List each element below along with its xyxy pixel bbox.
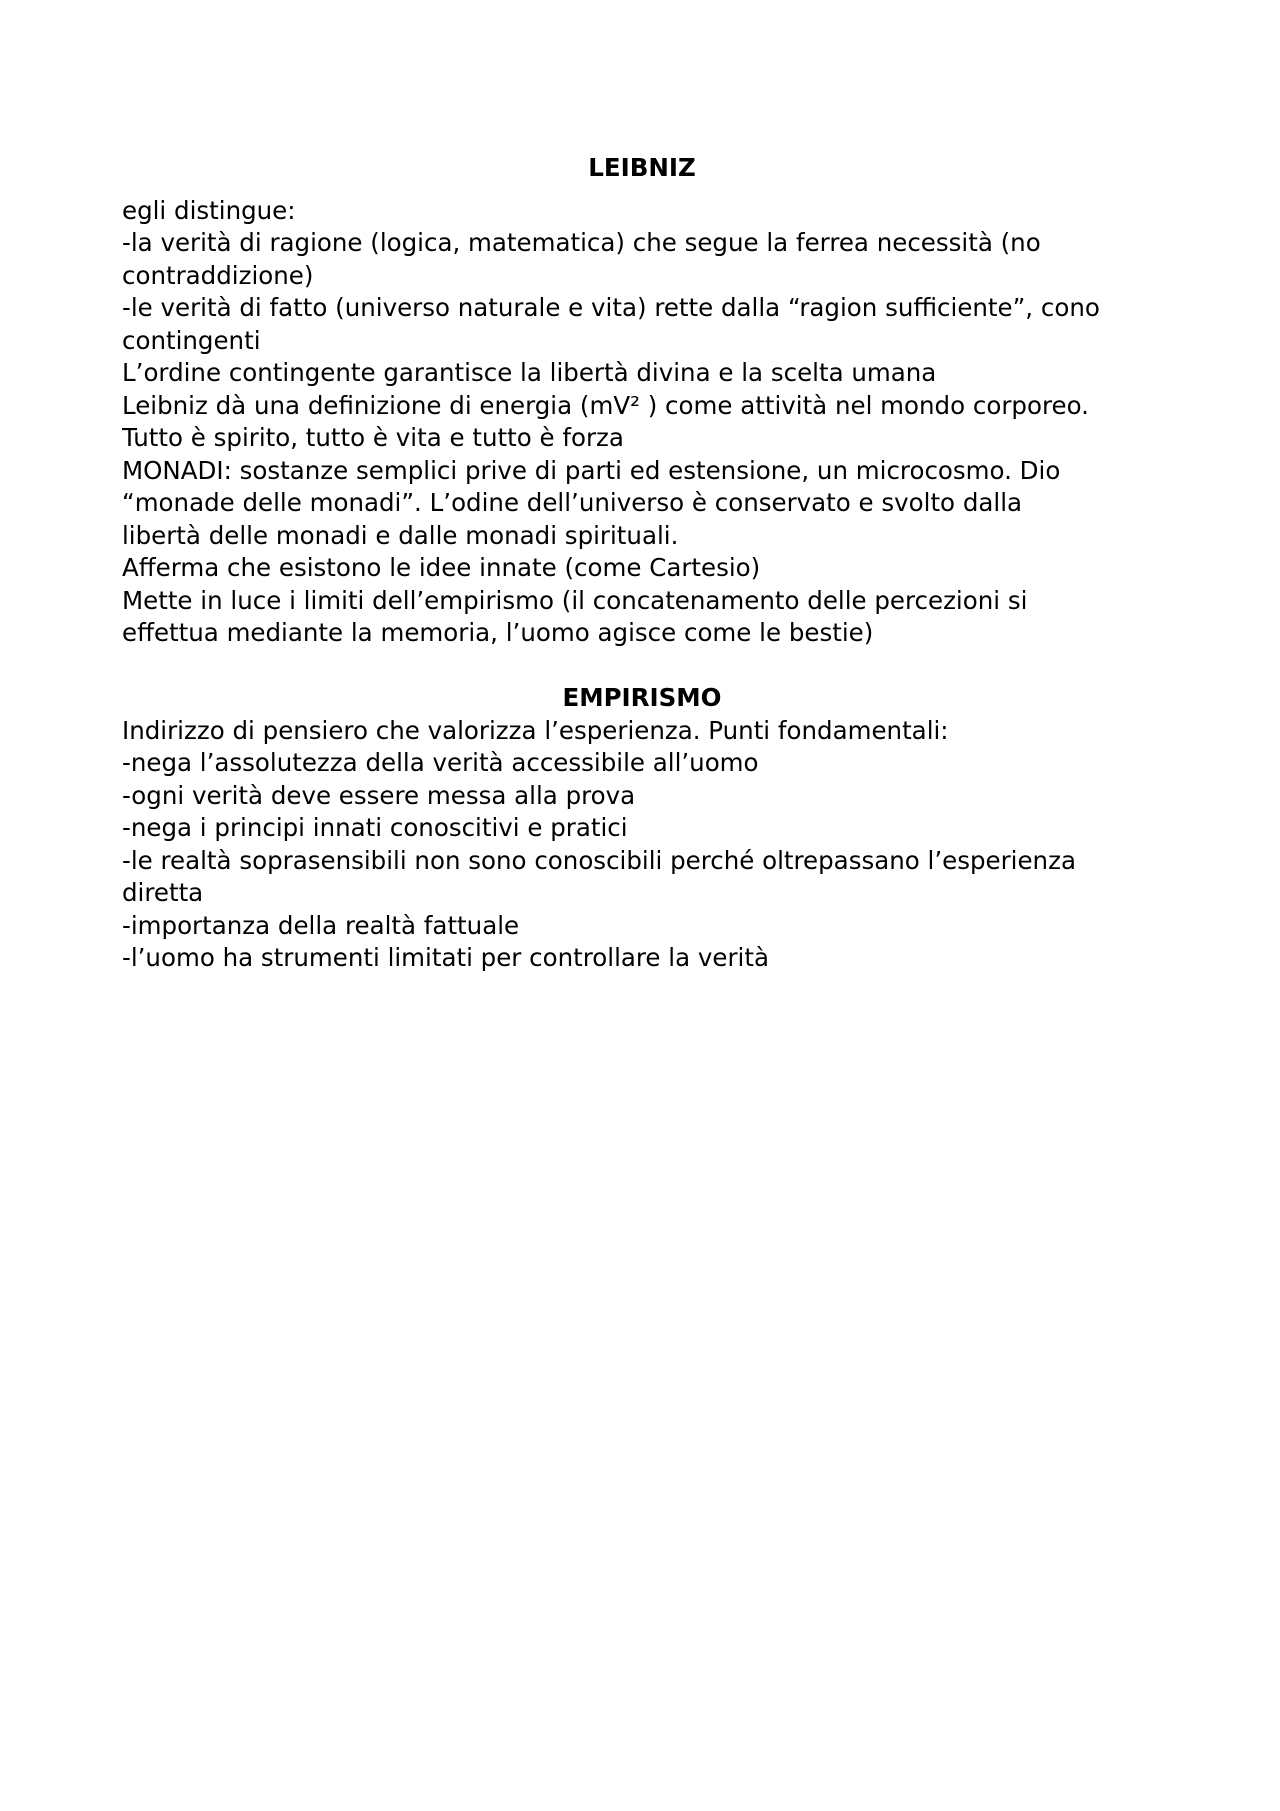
text-line: -importanza della realtà fattuale: [122, 910, 520, 940]
text-line: Tutto è spirito, tutto è vita e tutto è forza: [122, 423, 624, 452]
text-line: contingenti: [122, 325, 261, 355]
text-line: contraddizione): [122, 260, 314, 290]
section-leibniz: [122, 195, 1162, 650]
section-spacer: [122, 650, 1162, 683]
text-line: L’ordine contingente garantisce la libertà divina e la scelta umana: [122, 358, 937, 387]
text-line: -le realtà soprasensibili non sono conoscibili perché oltrepassano l’esperienza: [122, 845, 1076, 875]
text-line: effettua mediante la memoria, l’uomo agisce come le bestie): [122, 618, 874, 647]
text-line: -la verità di ragione (logica, matematica) che segue la ferrea necessità (no: [122, 228, 1041, 257]
text-line: -l’uomo ha strumenti limitati per controllare la verità: [122, 943, 769, 972]
section-title-leibniz: LEIBNIZ: [588, 153, 696, 182]
text-line: -le verità di fatto (universo naturale e vita) rette dalla “ragion sufficiente”, cono: [122, 293, 1100, 322]
section-title-empirismo: EMPIRISMO: [562, 683, 722, 712]
text-line: diretta: [122, 878, 204, 907]
text-line: -nega l’assolutezza della verità accessibile all’uomo: [122, 748, 759, 777]
text-line: -nega i principi innati conoscitivi e pratici: [122, 813, 628, 842]
text-line: egli distingue:: [122, 195, 296, 225]
text-line: Afferma che esistono le idee innate (come Cartesio): [122, 553, 761, 582]
text-line: MONADI: sostanze semplici prive di parti ed estensione, un microcosmo. Dio: [122, 455, 1061, 485]
text-line: Leibniz dà una definizione di energia (mV² ) come attività nel mondo corporeo.: [122, 390, 1089, 420]
text-line: Indirizzo di pensiero che valorizza l’esperienza. Punti fondamentali:: [122, 715, 949, 745]
text-line: Mette in luce i limiti dell’empirismo (il concatenamento delle percezioni si: [122, 585, 1028, 615]
text-line: libertà delle monadi e dalle monadi spirituali.: [122, 520, 679, 550]
text-line: -ogni verità deve essere messa alla prova: [122, 780, 636, 810]
text-line: “monade delle monadi”. L’odine dell’universo è conservato e svolto dalla: [122, 488, 1023, 517]
section-empirismo: [122, 715, 1162, 975]
document-body: [122, 152, 1162, 975]
